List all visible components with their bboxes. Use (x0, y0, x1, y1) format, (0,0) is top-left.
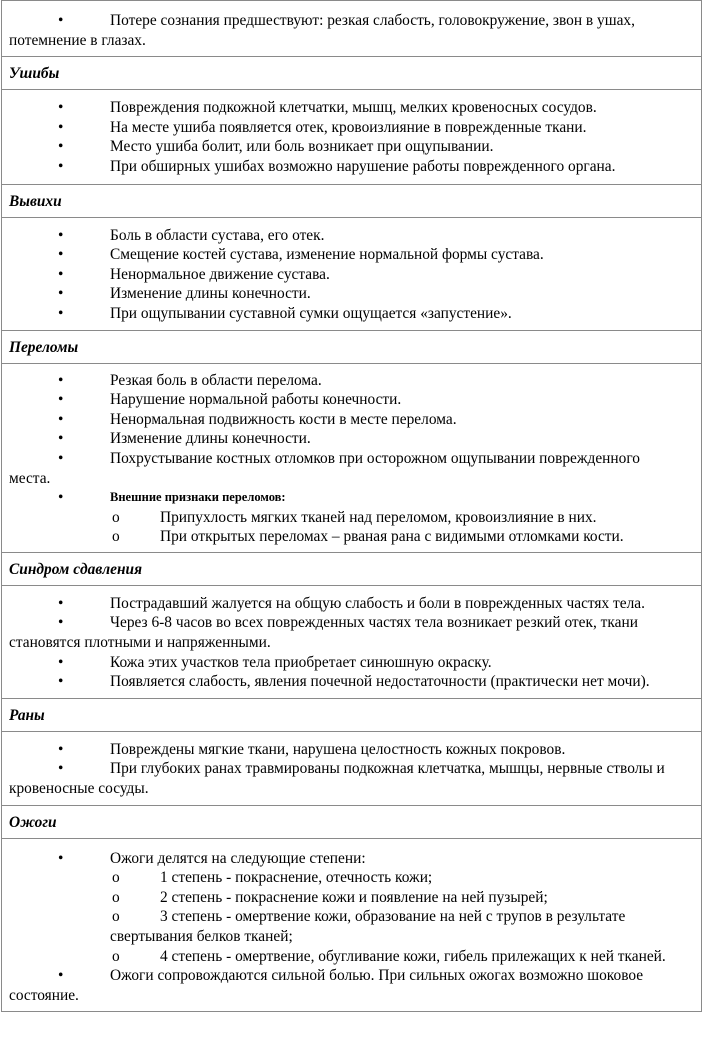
list-item (9, 11, 701, 50)
bullet-icon: • (58, 653, 64, 671)
sub-list-item-text: 3 степень - омертвение кожи, образование на ней с трупов в результате свертывания белков тканей; (110, 908, 626, 945)
list-item (9, 245, 701, 265)
list-item-text: Потере сознания предшествуют: резкая слабость, головокружение, звон в ушах, потемнение в глазах. (9, 12, 635, 49)
section-body-ushiby (1, 89, 702, 183)
list-item-text: На месте ушиба появляется отек, кровоизлияние в поврежденные ткани. (110, 118, 587, 136)
bullet-icon: • (58, 594, 64, 612)
list-item (9, 410, 701, 430)
bullet-icon: • (58, 118, 64, 136)
circle-bullet-icon: o (112, 888, 120, 906)
section-header-vyvihi: Вывихи (1, 184, 702, 217)
section-header-sindrom: Синдром сдавления (1, 552, 702, 585)
bullet-icon: • (58, 246, 64, 264)
sub-list-item (9, 907, 701, 946)
list-item (9, 653, 701, 673)
list-item-text: Боль в области сустава, его отек. (110, 226, 325, 244)
section-body-sindrom (1, 585, 702, 698)
list-item-text: Повреждения подкожной клетчатки, мышц, мелких кровеносных сосудов. (110, 99, 597, 117)
list-item (9, 613, 701, 652)
list-item-text: Смещение костей сустава, изменение нормальной формы сустава. (110, 246, 544, 264)
bullet-icon: • (58, 967, 64, 985)
bullet-icon: • (58, 285, 64, 303)
sub-list-item (9, 888, 701, 908)
list-item (9, 594, 701, 614)
sub-list-item (9, 527, 701, 547)
bullet-icon: • (58, 157, 64, 175)
section-header-rany: Раны (1, 698, 702, 731)
bullet-icon: • (58, 449, 64, 467)
section-header-ushiby: Ушибы (1, 56, 702, 89)
circle-bullet-icon: o (112, 908, 120, 926)
sub-list-item-text: 1 степень - покраснение, отечность кожи; (160, 869, 433, 887)
list-item (9, 118, 701, 138)
bullet-icon: • (58, 138, 64, 156)
list-item (9, 488, 701, 508)
bullet-icon: • (58, 430, 64, 448)
circle-bullet-icon: o (112, 869, 120, 887)
list-item-text: Пострадавший жалуется на общую слабость и боли в поврежденных частях тела. (110, 594, 645, 612)
list-item-text: Место ушиба болит, или боль возникает при ощупывании. (110, 138, 494, 156)
bullet-icon: • (58, 614, 64, 632)
list-item (9, 449, 701, 488)
sub-list-item (9, 508, 701, 528)
bullet-icon: • (58, 99, 64, 117)
list-item-text: Внешние признаки переломов: (110, 490, 286, 505)
circle-bullet-icon: o (112, 508, 120, 526)
sub-list-item-text: 2 степень - покраснение кожи и появление на ней пузырей; (160, 888, 548, 906)
list-item-text: Похрустывание костных отломков при осторожном ощупывании поврежденного места. (9, 449, 640, 487)
list-item-text: Повреждены мягкие ткани, нарушена целостность кожных покровов. (110, 740, 566, 758)
bullet-icon: • (58, 226, 64, 244)
sub-list-item-text: 4 степень - омертвение, обугливание кожи, гибель прилежащих к ней тканей. (160, 947, 666, 965)
list-item (9, 304, 701, 324)
list-item-text: При обширных ушибах возможно нарушение работы поврежденного органа. (110, 157, 616, 175)
list-item-text: Появляется слабость, явления почечной недостаточности (практически нет мочи). (110, 673, 650, 691)
list-item-text: Изменение длины конечности. (110, 285, 311, 303)
list-item (9, 226, 701, 246)
bullet-icon: • (58, 391, 64, 409)
bullet-icon: • (58, 410, 64, 428)
sub-list-item (9, 868, 701, 888)
section-body-perelomy (1, 363, 702, 552)
bullet-icon: • (58, 489, 64, 507)
bullet-icon: • (58, 304, 64, 322)
intro-cell (1, 0, 702, 56)
bullet-icon: • (58, 760, 64, 778)
list-item-text: Нарушение нормальной работы конечности. (110, 391, 402, 409)
circle-bullet-icon: o (112, 947, 120, 965)
list-item (9, 759, 701, 798)
list-item-text: Ожоги сопровождаются сильной болью. При сильных ожогах возможно шоковое состояние. (9, 967, 644, 1004)
list-item-text: Кожа этих участков тела приобретает синюшную окраску. (110, 653, 492, 671)
sub-list-item-text: При открытых переломах – рваная рана с видимыми отломками кости. (160, 528, 624, 546)
circle-bullet-icon: o (112, 528, 120, 546)
bullet-icon: • (58, 673, 64, 691)
bullet-icon: • (58, 371, 64, 389)
list-item (9, 966, 701, 1005)
sub-list-item (9, 947, 701, 967)
section-body-rany (1, 731, 702, 805)
section-header-ozhogi: Ожоги (1, 805, 702, 838)
section-body-ozhogi (1, 838, 702, 1013)
list-item (9, 740, 701, 760)
list-item-text: При глубоких ранах травмированы подкожная клетчатка, мышцы, нервные стволы и кровеносные сосуды. (9, 760, 665, 798)
list-item-text: Ожоги делятся на следующие степени: (110, 849, 366, 867)
document-table (1, 0, 702, 1012)
list-item (9, 390, 701, 410)
section-header-perelomy: Переломы (1, 330, 702, 363)
bullet-icon: • (58, 12, 64, 29)
section-body-vyvihi (1, 217, 702, 330)
list-item-text: Через 6-8 часов во всех поврежденных частях тела возникает резкий отек, ткани становятся плотными и напряженными. (9, 614, 638, 652)
bullet-icon: • (58, 740, 64, 758)
bullet-icon: • (58, 265, 64, 283)
list-item (9, 137, 701, 157)
list-item (9, 157, 701, 177)
list-item (9, 429, 701, 449)
list-item (9, 849, 701, 869)
list-item (9, 98, 701, 118)
list-item-text: Ненормальная подвижность кости в месте перелома. (110, 410, 457, 428)
list-item-text: Ненормальное движение сустава. (110, 265, 330, 283)
list-item (9, 265, 701, 285)
list-item-text: Изменение длины конечности. (110, 430, 311, 448)
sub-list-item-text: Припухлость мягких тканей над переломом, кровоизлияние в них. (160, 508, 597, 526)
list-item (9, 371, 701, 391)
list-item (9, 284, 701, 304)
list-item (9, 672, 701, 692)
list-item-text: При ощупывании суставной сумки ощущается «запустение». (110, 304, 512, 322)
list-item-text: Резкая боль в области перелома. (110, 371, 322, 389)
bullet-icon: • (58, 849, 64, 867)
